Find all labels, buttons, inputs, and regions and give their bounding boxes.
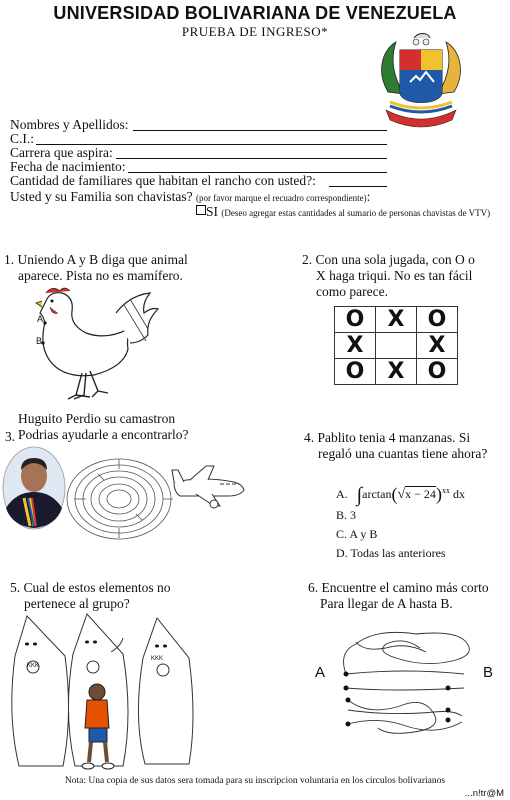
question-4 [304, 430, 487, 462]
q2-line3: como parece. [316, 284, 388, 299]
portrait-photo [2, 446, 66, 530]
board-cell[interactable]: X [376, 359, 417, 385]
q4-option-a-dx: dx [452, 487, 465, 501]
q5-line1: Cual de estos elementos no [23, 580, 171, 595]
si-option [196, 204, 490, 220]
field-chavistas-question: Usted y su Familia son chavistas? (por favor marque el recuadro correspondiente): [10, 189, 371, 204]
board-cell[interactable]: O [335, 307, 376, 333]
board-cell[interactable]: O [417, 307, 458, 333]
q2-line1: Con una sola jugada, con O o [315, 252, 475, 267]
question-5 [10, 580, 170, 612]
field-nombres-label: Nombres y Apellidos: [10, 117, 129, 132]
q5-line2: pertenece al grupo? [24, 596, 130, 611]
field-carrera-input[interactable] [116, 158, 387, 159]
board-cell[interactable]: O [335, 359, 376, 385]
question-3 [5, 429, 15, 445]
chavistas-label: Usted y su Familia son chavistas? [10, 189, 193, 204]
page-title: UNIVERSIDAD BOLIVARIANA DE VENEZUELA [53, 3, 457, 23]
q5-badge-1: KKK [27, 663, 40, 669]
q5-badge-3: KKK [151, 656, 164, 662]
si-hint: (Deseo agregar estas cantidades al sumario de personas chavistas de VTV) [221, 208, 491, 218]
q3-line1: Huguito Perdio su camastron [18, 411, 176, 426]
q4-option-a-inner: x − 24 [405, 487, 436, 501]
q4-option-a-func: arctan [362, 487, 392, 501]
board-cell[interactable] [376, 333, 417, 359]
maze-drawing [64, 456, 174, 542]
tic-tac-toe-board [334, 306, 458, 385]
q4-option-a[interactable]: A. $\int\arctan(√x - 24)^{xx}$ dx [336, 484, 465, 506]
q6-line1: Encuentre el camino más corto [321, 580, 489, 595]
board-cell[interactable]: X [417, 333, 458, 359]
q4-option-d[interactable]: D. Todas las anteriores [336, 546, 446, 560]
q4-option-a-label: A. [336, 487, 348, 501]
si-label: SI [206, 204, 219, 219]
q4-option-b[interactable]: B. 3 [336, 508, 357, 522]
footer-note: Nota: Una copia de sus datos sera tomada para su inscripcion voluntaria en los circulos bolivarianos [64, 776, 446, 786]
question-2 [302, 252, 475, 300]
q6-num: 6. [308, 580, 319, 595]
q6-label-a: A [315, 664, 326, 681]
field-familiares-input[interactable] [329, 186, 387, 187]
field-familiares-label: Cantidad de familiares que habitan el rancho con usted?: [10, 173, 316, 188]
field-carrera-label: Carrera que aspira: [10, 145, 113, 160]
board-cell[interactable]: X [335, 333, 376, 359]
q4-num: 4. [304, 430, 315, 445]
q1-line2: aparece. Pista no es mamífero. [18, 268, 183, 283]
field-ci-label: C.I.: [10, 131, 35, 146]
q6-label-b: B [483, 664, 494, 681]
q4-line1: Pablito tenia 4 manzanas. Si [317, 430, 471, 445]
q4-option-c[interactable]: C. A y B [336, 527, 378, 541]
q1-num: 1. [4, 252, 15, 267]
page-subtitle: PRUEBA DE INGRESO* [181, 24, 329, 39]
q6-line2: Para llegar de A hasta B. [320, 596, 453, 611]
chavistas-hint: (por favor marque el recuadro correspondiente) [195, 193, 367, 203]
board-cell[interactable]: X [376, 307, 417, 333]
coat-of-arms-icon [376, 32, 466, 132]
q2-line2: X haga triqui. No es tan fácil [316, 268, 473, 283]
q4-option-a-exp: xx [441, 486, 450, 495]
q3-line2: Podrias ayudarle a encontrarlo? [18, 427, 189, 442]
q2-num: 2. [302, 252, 313, 267]
rooster-drawing [30, 285, 160, 403]
path-puzzle-drawing [336, 626, 476, 744]
si-checkbox[interactable] [196, 205, 206, 215]
field-nombres-input[interactable] [133, 130, 387, 131]
q5-num: 5. [10, 580, 21, 595]
q1-label-b: B [36, 336, 43, 346]
q3-num: 3. [5, 429, 16, 444]
q4-line2: regaló una cuantas tiene ahora? [318, 446, 488, 461]
q1-label-a: A [37, 314, 44, 324]
question-6 [308, 580, 489, 612]
integral-icon: ∫ [356, 484, 363, 506]
board-cell[interactable]: O [417, 359, 458, 385]
question-1 [4, 252, 188, 284]
q1-line1: Uniendo A y B diga que animal [17, 252, 188, 267]
airplane-drawing [170, 462, 246, 510]
figures-drawing [5, 612, 195, 777]
field-fecha-label: Fecha de nacimiento: [10, 159, 126, 174]
signature: ...n!tr@M [464, 788, 504, 799]
